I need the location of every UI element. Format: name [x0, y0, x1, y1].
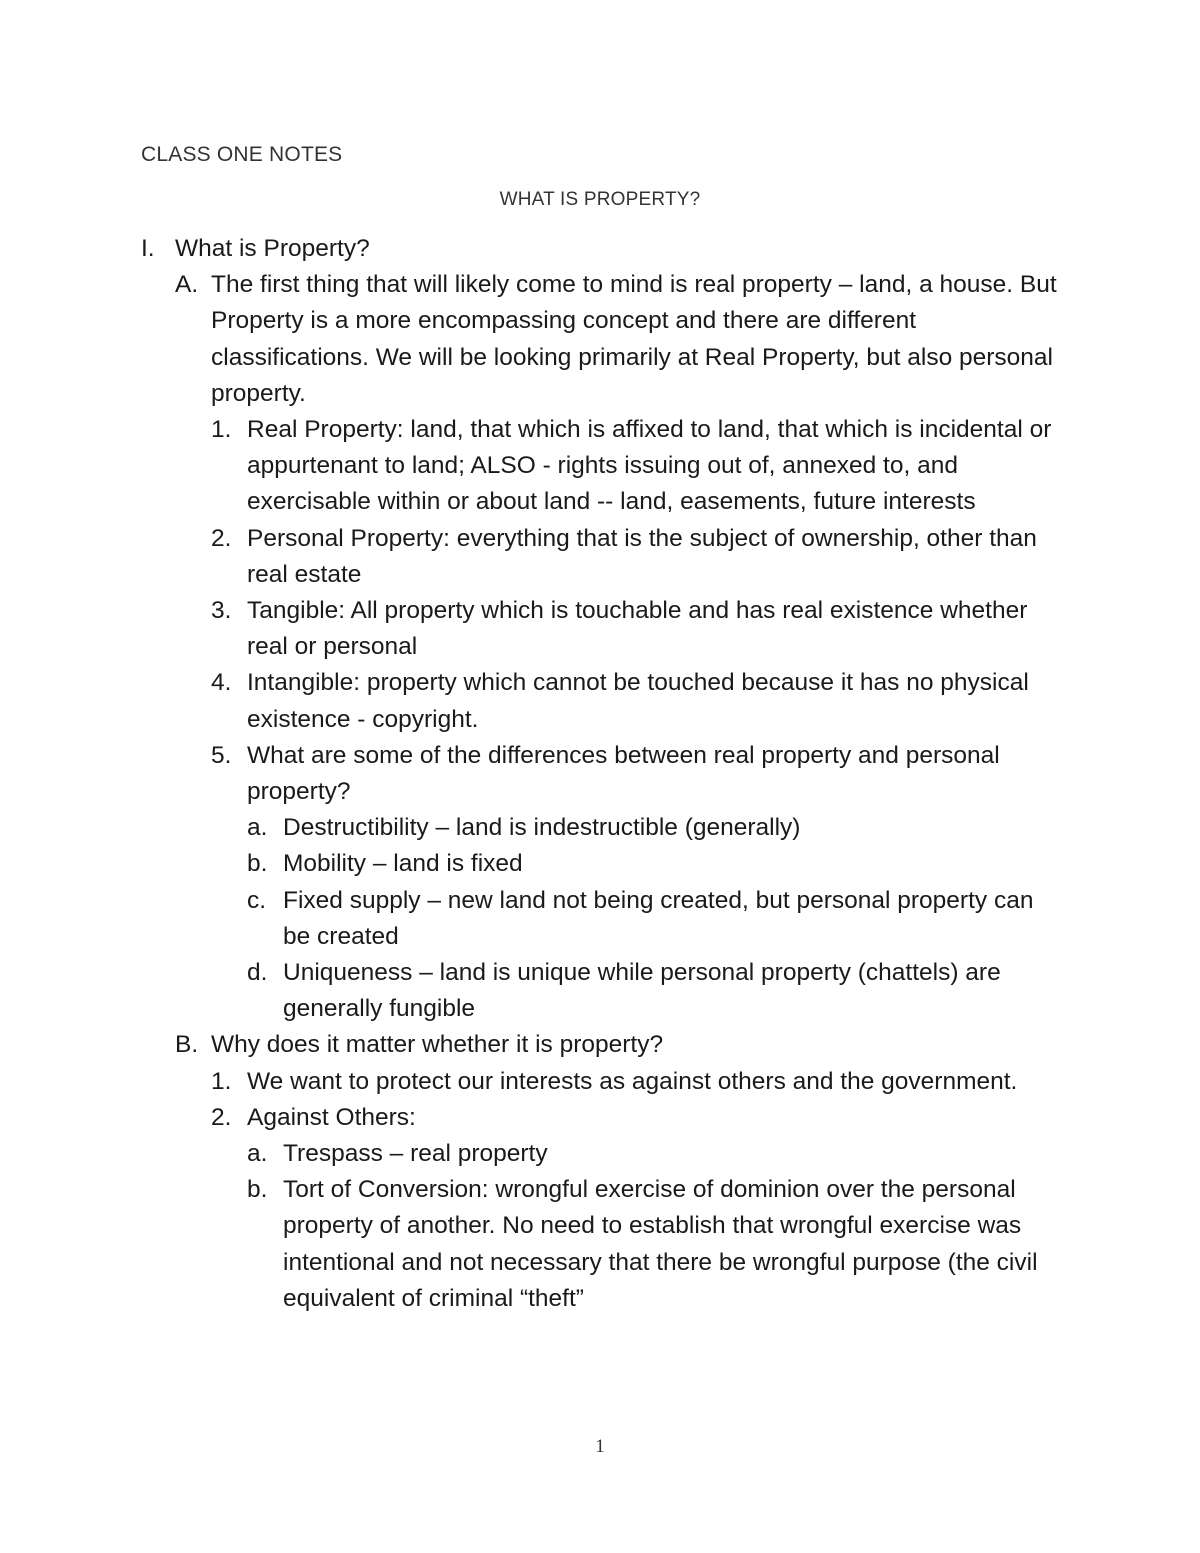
outline-marker: 1.: [211, 1067, 232, 1095]
outline-marker: A.: [175, 271, 199, 299]
outline-item: [0, 883, 1053, 955]
outline-item: [0, 412, 1061, 521]
outline-text: What is Property?: [175, 235, 370, 262]
outline-item: [0, 738, 1061, 810]
outline-text: Destructibility – land is indestructible (generally): [283, 814, 801, 842]
outline-text: Trespass – real property: [283, 1140, 548, 1168]
outline-marker: a.: [247, 814, 268, 842]
outline-text: The first thing that will likely come to mind is real property – land, a house. But Property is a more encompassing concept and there are different classifications. We will be looking primarily at Real Property, but also personal property.: [211, 271, 1057, 407]
outline-text: Fixed supply – new land not being created, but personal property can be created: [283, 886, 1034, 950]
outline-text: Why does it matter whether it is property?: [211, 1031, 664, 1059]
outline-text: Tort of Conversion: wrongful exercise of dominion over the personal property of another. No need to establish that wrongful exercise was intentional and not necessary that there be wrongful purpose (the civil equivalent of criminal “theft”: [283, 1176, 1038, 1312]
outline-item: [0, 1136, 1053, 1172]
outline-item: [0, 521, 1061, 593]
outline-marker: 2.: [211, 524, 232, 552]
document-title: WHAT IS PROPERTY?: [499, 189, 701, 210]
outline-marker: c.: [247, 886, 267, 914]
outline-item: [0, 593, 1061, 665]
outline-item: [0, 810, 1053, 846]
outline-text: Uniqueness – land is unique while personal property (chattels) are generally fungible: [283, 959, 1001, 1023]
outline-text: Intangible: property which cannot be touched because it has no physical existence - copyright.: [247, 669, 1029, 733]
outline-text: Personal Property: everything that is the subject of ownership, other than real estate: [247, 524, 1037, 588]
page-number: 1: [595, 1436, 605, 1457]
outline-text: We want to protect our interests as against others and the government.: [247, 1067, 1018, 1095]
outline-marker: 2.: [211, 1103, 232, 1131]
outline-item: [0, 955, 1053, 1027]
outline-item: [0, 665, 1061, 737]
outline-text: Mobility – land is fixed: [283, 850, 523, 878]
outline-marker: b.: [247, 1176, 268, 1204]
outline-marker: 4.: [211, 669, 232, 697]
outline-marker: 1.: [211, 416, 232, 444]
outline-item: [0, 846, 1053, 882]
outline-marker: 5.: [211, 741, 232, 769]
outline-marker: b.: [247, 850, 268, 878]
outline-text: Real Property: land, that which is affixed to land, that which is incidental or appurtenant to land; ALSO - rights issuing out of, annexed to, and exercisable within or about land -- land, easements, future interests: [247, 416, 1052, 516]
outline-marker: d.: [247, 959, 268, 987]
outline-body: [0, 231, 1200, 1317]
outline-item: [0, 267, 1061, 412]
document-header: CLASS ONE NOTES: [141, 143, 343, 166]
outline-item: [0, 231, 1055, 267]
outline-text: What are some of the differences between real property and personal property?: [247, 741, 1000, 806]
outline-text: Against Others:: [247, 1103, 416, 1131]
outline-marker: a.: [247, 1140, 268, 1168]
outline-item: [0, 1100, 1061, 1136]
outline-item: [0, 1172, 1053, 1317]
outline-item: [0, 1064, 1061, 1100]
outline-marker: 3.: [211, 597, 232, 625]
outline-marker: B.: [175, 1031, 199, 1059]
outline-text: Tangible: All property which is touchable and has real existence whether real or personal: [247, 597, 1028, 661]
outline-marker: I.: [141, 235, 155, 262]
outline-item: [0, 1027, 1061, 1063]
